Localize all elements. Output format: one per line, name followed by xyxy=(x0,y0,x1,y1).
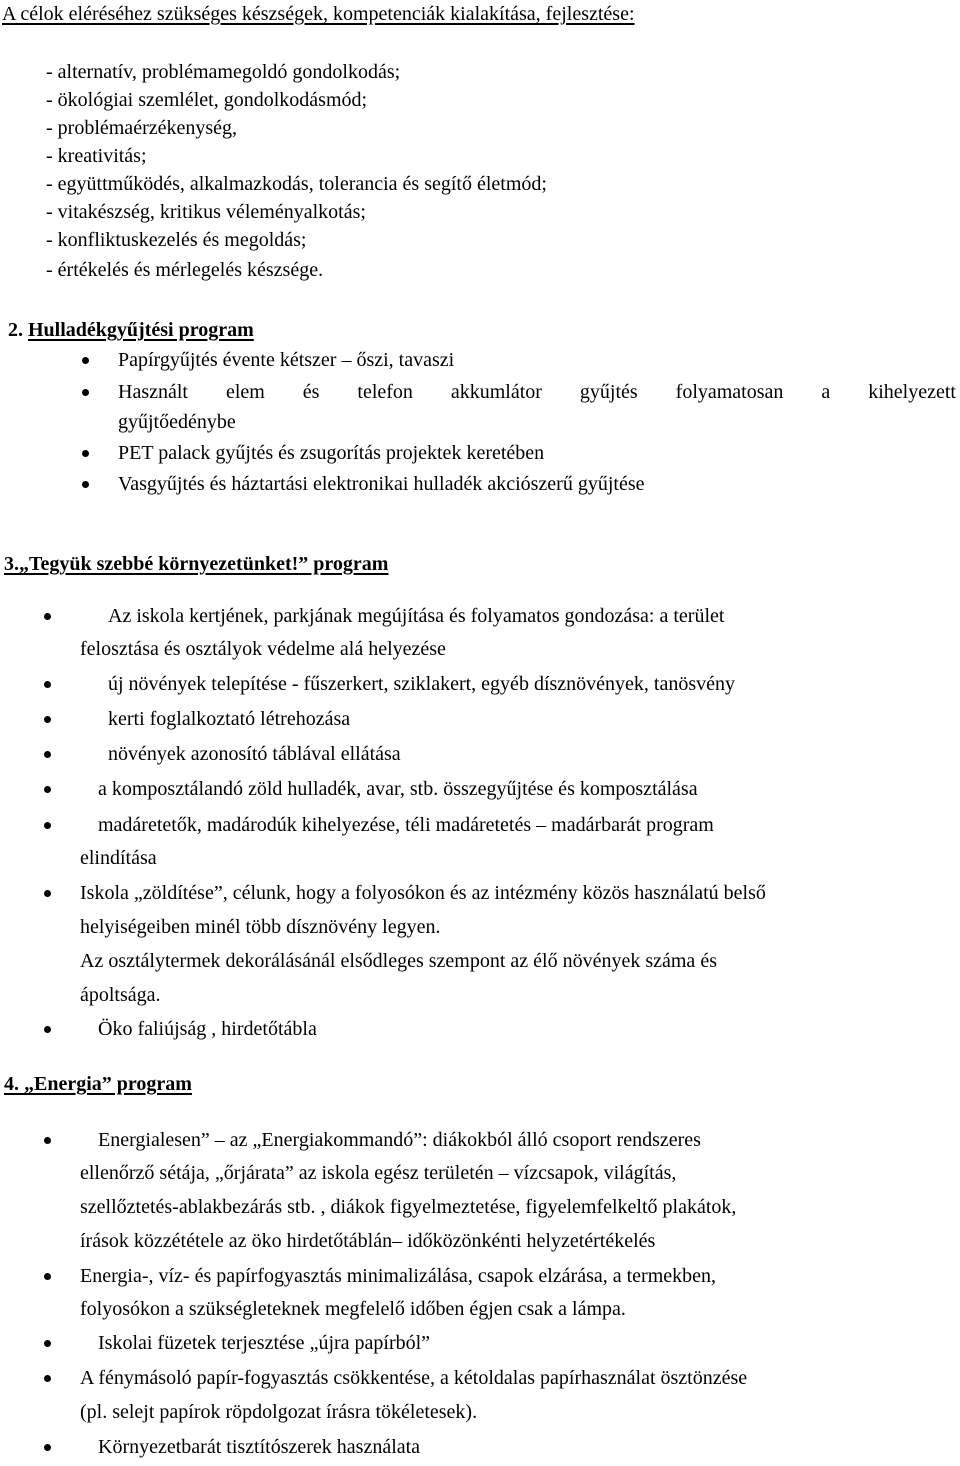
beautify-item: növények azonosító táblával ellátása xyxy=(108,743,401,765)
bullet-icon xyxy=(44,716,51,723)
section-3-title-main: 3.„Tegyük szebbé környezetünket! xyxy=(4,553,299,575)
skill-item: - kreativitás; xyxy=(46,145,147,167)
word: elem xyxy=(225,381,265,403)
bullet-icon xyxy=(44,1444,51,1451)
beautify-item-continued: Az osztálytermek dekorálásánál elsődleges szempont az élő növények száma és xyxy=(80,950,717,972)
beautify-item-continued: ápoltsága. xyxy=(80,984,161,1006)
word: kihelyezett xyxy=(868,381,956,403)
section-4-title: 4. „Energia” program xyxy=(4,1073,192,1095)
beautify-item-continued: elindítása xyxy=(80,847,157,869)
beautify-item: madáretetők, madárodúk kihelyezése, téli madáretetés – madárbarát program xyxy=(98,814,714,836)
waste-item-continued: gyűjtőedénybe xyxy=(118,411,236,433)
beautify-item-continued: felosztása és osztályok védelme alá helyezése xyxy=(80,638,446,660)
energy-item: Energia-, víz- és papírfogyasztás minimalizálása, csapok elzárása, a termekben, xyxy=(80,1265,717,1287)
section-2-title xyxy=(8,317,254,343)
section-2-title-text: Hulladékgyűjtési program xyxy=(28,319,254,341)
bullet-icon xyxy=(44,681,51,688)
waste-item: PET palack gyűjtés és zsugorítás projektek keretében xyxy=(118,442,545,464)
bullet-icon xyxy=(44,751,51,758)
energy-item-continued: (pl. selejt papírok röpdolgozat írásra tökéletesek). xyxy=(80,1401,478,1423)
skill-item: - ökológiai szemlélet, gondolkodásmód; xyxy=(46,89,368,111)
bullet-icon xyxy=(44,1137,51,1144)
energy-item-continued: folyosókon a szükségleteknek megfelelő időben égjen csak a lámpa. xyxy=(80,1298,626,1320)
bullet-icon xyxy=(44,1273,51,1280)
waste-item: Papírgyűjtés évente kétszer – őszi, tavaszi xyxy=(118,349,455,371)
beautify-item: Az iskola kertjének, parkjának megújítása és folyamatos gondozása: a terület xyxy=(108,605,725,627)
bullet-icon xyxy=(44,786,51,793)
waste-item xyxy=(118,379,956,405)
energy-item: A fénymásoló papír-fogyasztás csökkentése, a kétoldalas papírhasználat ösztönzése xyxy=(80,1367,748,1389)
word: akkumlátor xyxy=(450,381,542,403)
beautify-item-continued: helyiségeiben minél több dísznövény legyen. xyxy=(80,916,441,938)
energy-item: Energialesen” – az „Energiakommandó”: diákokból álló csoport rendszeres xyxy=(98,1129,701,1151)
bullet-icon xyxy=(82,357,89,364)
word: Használt xyxy=(118,381,188,403)
bullet-icon xyxy=(44,822,51,829)
beautify-item: Iskola „zöldítése”, célunk, hogy a folyosókon és az intézmény közös használatú belső xyxy=(80,882,766,904)
beautify-item: új növények telepítése - fűszerkert, sziklakert, egyéb dísznövények, tanösvény xyxy=(108,673,736,695)
bullet-icon xyxy=(44,613,51,620)
word: telefon xyxy=(357,381,413,403)
bullet-icon xyxy=(44,890,51,897)
energy-item-continued: ellenőrző sétája, „őrjárata” az iskola egész területén – vízcsapok, világítás, xyxy=(80,1162,677,1184)
bullet-icon xyxy=(82,481,89,488)
section-3-title xyxy=(4,551,388,577)
skill-item: - vitakészség, kritikus véleményalkotás; xyxy=(46,201,366,223)
energy-item-continued: szellőztetés-ablakbezárás stb. , diákok figyelmeztetése, figyelemfelkeltő plakátok, xyxy=(80,1196,737,1218)
bullet-icon xyxy=(44,1340,51,1347)
energy-item: Iskolai füzetek terjesztése „újra papírból” xyxy=(98,1332,431,1354)
skill-item: - problémaérzékenység, xyxy=(46,117,238,139)
competencies-heading: A célok eléréséhez szükséges készségek, kompetenciák kialakítása, fejlesztése: xyxy=(2,3,635,25)
section-2-number: 2. xyxy=(8,319,23,341)
word: gyűjtés xyxy=(579,381,638,403)
bullet-icon xyxy=(44,1375,51,1382)
skill-item: - alternatív, problémamegoldó gondolkodás; xyxy=(46,61,401,83)
skill-item: - konfliktuskezelés és megoldás; xyxy=(46,229,307,251)
section-3-title-suffix: ” program xyxy=(298,553,389,575)
skill-item: - értékelés és mérlegelés készsége. xyxy=(46,259,324,281)
beautify-item: kerti foglalkoztató létrehozása xyxy=(108,708,351,730)
energy-item-continued: írások közzététele az öko hirdetőtáblán– időközönkénti helyzetértékelés xyxy=(80,1230,656,1252)
word: folyamatosan xyxy=(675,381,784,403)
bullet-icon xyxy=(82,450,89,457)
energy-item: Környezetbarát tisztítószerek használata xyxy=(98,1436,421,1458)
bullet-icon xyxy=(82,389,89,396)
word: a xyxy=(821,381,831,403)
waste-item: Vasgyűjtés és háztartási elektronikai hulladék akciószerű gyűjtése xyxy=(118,473,645,495)
skill-item: - együttműködés, alkalmazkodás, tolerancia és segítő életmód; xyxy=(46,173,547,195)
word: és xyxy=(302,381,320,403)
bullet-icon xyxy=(44,1026,51,1033)
beautify-item: a komposztálandó zöld hulladék, avar, stb. összegyűjtése és komposztálása xyxy=(98,778,698,800)
beautify-item: Öko faliújság , hirdetőtábla xyxy=(98,1018,317,1040)
